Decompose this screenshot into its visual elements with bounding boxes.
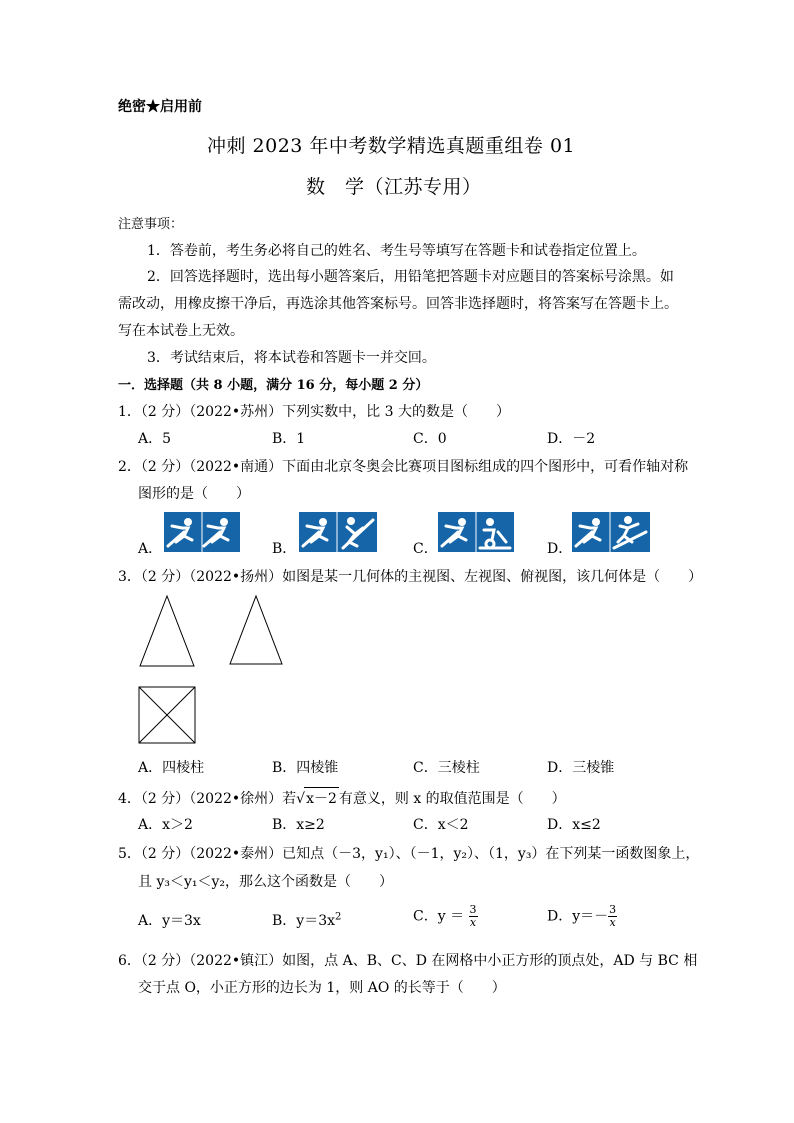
question-5-option-b-exponent: 2 bbox=[335, 911, 342, 923]
question-4-option-d: D．x≤2 bbox=[547, 817, 601, 833]
notes-heading: 注意事项： bbox=[118, 217, 184, 232]
question-2-option-d: D． bbox=[547, 541, 573, 557]
question-3-option-c: C．三棱柱 bbox=[413, 760, 480, 776]
front-view-triangle bbox=[138, 594, 196, 668]
fraction-denominator: x bbox=[609, 916, 616, 929]
question-4-suffix: 有意义，则 x 的取值范围是（ ） bbox=[338, 791, 566, 807]
question-4-radicand: x－2 bbox=[304, 787, 339, 808]
question-5-option-c bbox=[413, 904, 478, 929]
question-5-option-d-text: D．y＝－ bbox=[547, 908, 609, 925]
fraction-denominator: x bbox=[469, 916, 477, 929]
question-4-option-a: A．x＞2 bbox=[138, 817, 193, 833]
question-6-stem-line-1: 6．（2 分）（2022•镇江）如图，点 A、B、C、D 在网格中小正方形的顶点处，AD 与 BC 相 bbox=[118, 953, 698, 969]
question-1-option-b: B．1 bbox=[272, 431, 306, 447]
question-5-stem-line-1: 5．（2 分）（2022•泰州）已知点（－3，y₁）、（－1，y₂）、（1，y₃）在下列某一函数图象上， bbox=[118, 846, 700, 862]
question-3-stem: 3．（2 分）（2022•扬州）如图是某一几何体的主视图、左视图、俯视图，该几何体是（ ） bbox=[118, 569, 703, 585]
question-3-option-d: D．三棱锥 bbox=[547, 760, 615, 776]
side-view-triangle bbox=[228, 594, 284, 668]
question-2-option-b: B． bbox=[272, 541, 297, 557]
note-item-3: 3．考试结束后，将本试卷和答题卡一并交回。 bbox=[147, 350, 436, 366]
question-2-option-a: A． bbox=[138, 541, 163, 557]
question-1-option-a: A．5 bbox=[138, 431, 172, 447]
question-1-option-d: D．－2 bbox=[547, 431, 596, 447]
note-item-2-line-2: 需改动，用橡皮擦干净后，再选涂其他答案标号。回答非选择题时，将答案写在答题卡上。 bbox=[118, 296, 678, 312]
ski-figure-icon-pair-d bbox=[572, 512, 650, 552]
secret-label: 绝密★启用前 bbox=[118, 99, 202, 115]
question-2-stem-line-2: 图形的是（ ） bbox=[138, 486, 250, 502]
note-item-2-line-1: 2．回答选择题时，选出每小题答案后，用铅笔把答题卡对应题目的答案标号涂黑。如 bbox=[147, 269, 674, 285]
question-2-option-c: C． bbox=[413, 541, 438, 557]
question-1-option-c: C．0 bbox=[413, 431, 447, 447]
question-2-stem-line-1: 2．（2 分）（2022•南通）下面由北京冬奥会比赛项目图标组成的四个图形中，可看作轴对称 bbox=[118, 459, 689, 475]
question-4-prefix: 4．（2 分）（2022•徐州）若 bbox=[118, 791, 297, 807]
question-3-option-a: A．四棱柱 bbox=[138, 760, 205, 776]
question-5-stem-line-2: 且 y₃＜y₁＜y₂，那么这个函数是（ ） bbox=[138, 874, 394, 890]
question-5-option-a: A．y＝3x bbox=[138, 913, 201, 929]
section-heading: 一．选择题（共 8 小题，满分 16 分，每小题 2 分） bbox=[118, 378, 429, 393]
note-item-1: 1．答卷前，考生务必将自己的姓名、考生号等填写在答题卡和试卷指定位置上。 bbox=[147, 243, 646, 259]
ski-jump-icon-pair-a bbox=[164, 512, 240, 552]
exam-subtitle: 数 学（江苏专用） bbox=[306, 176, 482, 198]
sqrt-sign: √ bbox=[296, 791, 306, 807]
question-4-option-b: B．x≥2 bbox=[272, 817, 325, 833]
question-5-option-b bbox=[272, 910, 341, 930]
question-1-stem: 1．（2 分）（2022•苏州）下列实数中，比 3 大的数是（ ） bbox=[118, 404, 510, 420]
fraction-numerator: 3 bbox=[469, 903, 477, 916]
question-6-stem-line-2: 交于点 O，小正方形的边长为 1，则 AO 的长等于（ ） bbox=[138, 980, 506, 996]
fraction-numerator: 3 bbox=[609, 903, 617, 916]
question-5-option-c-fraction bbox=[469, 904, 478, 929]
exam-title: 冲刺 2023 年中考数学精选真题重组卷 01 bbox=[207, 135, 576, 157]
question-4-stem bbox=[118, 787, 566, 808]
question-4-option-c: C．x＜2 bbox=[413, 817, 469, 833]
question-5-option-d-fraction bbox=[608, 904, 617, 929]
top-view-square bbox=[138, 686, 198, 746]
ski-figure-icon-pair-c bbox=[438, 512, 514, 552]
note-item-2-line-3: 写在本试卷上无效。 bbox=[118, 323, 244, 339]
question-3-option-b: B．四棱锥 bbox=[272, 760, 339, 776]
question-5-option-c-text: C．y ＝ bbox=[413, 908, 465, 925]
question-5-option-d bbox=[547, 904, 617, 929]
ski-figure-icon-pair-b bbox=[299, 512, 377, 552]
question-5-option-b-text: B．y＝3x bbox=[272, 913, 335, 929]
